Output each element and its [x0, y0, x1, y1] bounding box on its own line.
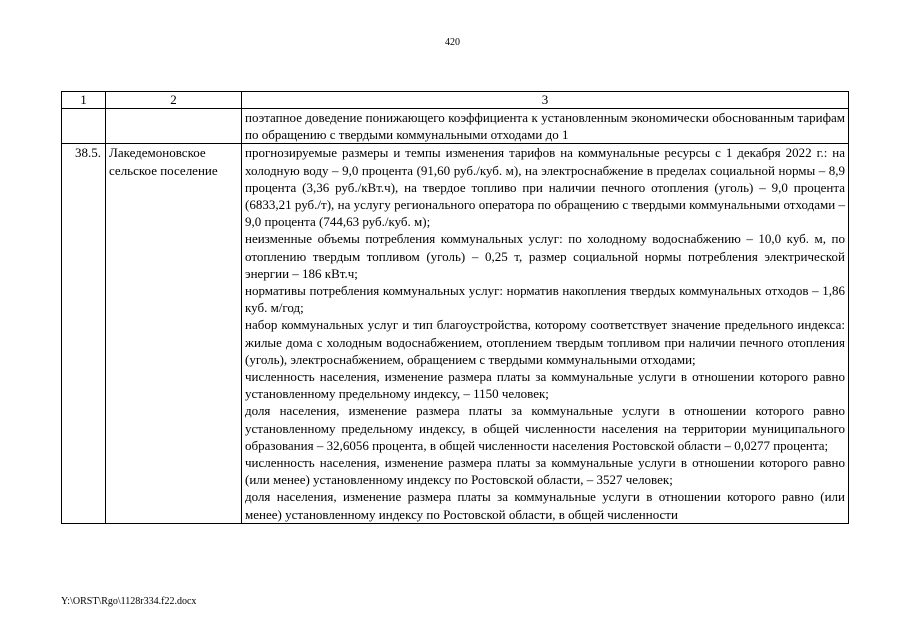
- row-description: [242, 144, 849, 523]
- table-header-row: [62, 92, 849, 109]
- paragraph-consumption-norms: нормативы потребления коммунальных услуг: норматив накопления твердых коммунальных отходов – 1,86 куб. м/год;: [245, 283, 845, 316]
- row-number: 38.5.: [62, 144, 106, 523]
- paragraph-population-count-regional: численность населения, изменение размера платы за коммунальные услуги в отношении которого равно (или менее) установленному индексу по Ростовской области, – 3527 человек;: [245, 455, 845, 488]
- paragraph-population-share-regional: доля населения, изменение размера платы за коммунальные услуги в отношении которого равно (или менее) установленному индексу по Ростовской области, в общей численности: [245, 489, 845, 522]
- header-col-1: 1: [62, 92, 106, 109]
- continuation-name-cell: [106, 109, 242, 144]
- continuation-num-cell: [62, 109, 106, 144]
- page-number: 420: [445, 37, 460, 48]
- paragraph-population-count: численность населения, изменение размера платы за коммунальные услуги в отношении которого равно установленному предельному индексу, – 1150 человек;: [245, 369, 845, 402]
- continuation-row: [62, 109, 849, 144]
- row-municipality-name: Лакедемоновское сельское поселение: [106, 144, 242, 523]
- table-row: [62, 144, 849, 523]
- paragraph-tariff-forecast: прогнозируемые размеры и темпы изменения тарифов на коммунальные ресурсы с 1 декабря 2022 г.: на холодную воду – 9,0 процента (91,60 руб./куб. м), на электроснабжение в пределах социальной нормы – 8,9 процента (3,36 руб./кВт.ч), на твердое топливо при наличии печного отопления (уголь) – 9,0 процента (6833,21 руб./т), на услугу регионального оператора по обращению с твердыми коммунальными отходами – 9,0 процента (744,63 руб./куб. м);: [245, 145, 845, 230]
- paragraph-consumption-volumes: неизменные объемы потребления коммунальных услуг: по холодному водоснабжению – 10,0 куб. м, по отоплению твердым топливом (уголь) – 0,25 т, размер социальной нормы потребления электрической энергии – 186 кВт.ч;: [245, 231, 845, 281]
- header-col-2: 2: [106, 92, 242, 109]
- paragraph-service-set: набор коммунальных услуг и тип благоустройства, которому соответствует значение предельного индекса: жилые дома с холодным водоснабжением, отоплением твердым топливом при наличии печного отопления (уголь), электроснабжением, обращением с твердыми коммунальными отходами;: [245, 317, 845, 367]
- header-col-3: 3: [242, 92, 849, 109]
- tariff-table: [61, 91, 849, 524]
- footer-file-path: Y:\ORST\Rgo\1128r334.f22.docx: [61, 596, 197, 607]
- paragraph-population-share: доля населения, изменение размера платы за коммунальные услуги в отношении которого равно установленному предельному индексу, в общей численности населения на территории муниципального образования – 32,6056 процента, в общей численности населения Ростовской области – 0,0277 процента;: [245, 403, 845, 453]
- continuation-text: поэтапное доведение понижающего коэффициента к установленным экономически обоснованным тарифам по обращению с твердыми коммунальными отходами до 1: [242, 109, 849, 144]
